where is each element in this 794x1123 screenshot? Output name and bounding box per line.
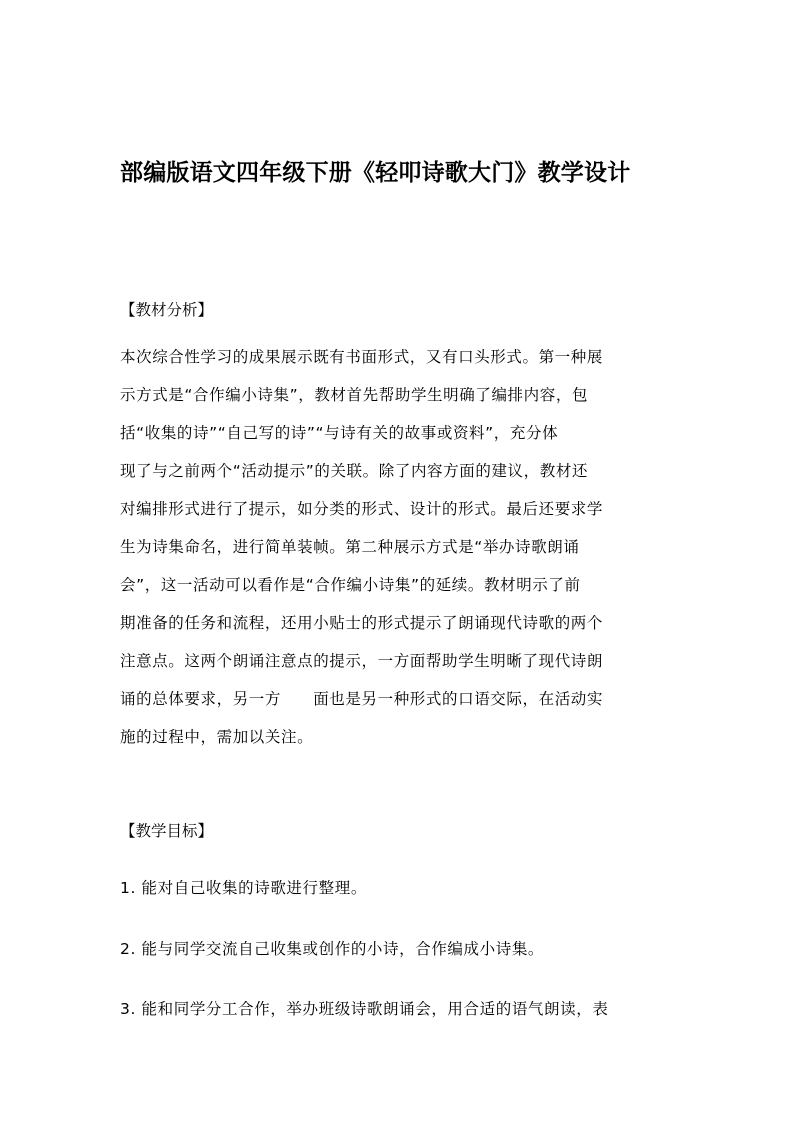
objective-item: 2. 能与同学交流自己收集或创作的小诗，合作编成小诗集。 xyxy=(120,940,545,958)
analysis-line: 现了与之前两个“活动提示”的关联。除了内容方面的建议，教材还 xyxy=(120,462,589,480)
objective-item: 1. 能对自己收集的诗歌进行整理。 xyxy=(120,879,367,897)
analysis-line: 会”，这一活动可以看作是“合作编小诗集”的延续。教材明示了前 xyxy=(120,576,581,594)
analysis-line: 施的过程中，需加以关注。 xyxy=(120,728,314,746)
analysis-line: 括“收集的诗”“自己写的诗”“与诗有关的故事或资料”，充分体 xyxy=(120,424,559,442)
analysis-line: 示方式是“合作编小诗集”，教材首先帮助学生明确了编排内容，包 xyxy=(120,386,589,404)
analysis-line: 期准备的任务和流程，还用小贴士的形式提示了朗诵现代诗歌的两个 xyxy=(120,614,604,632)
analysis-line: 对编排形式进行了提示，如分类的形式、设计的形式。最后还要求学 xyxy=(120,500,604,518)
analysis-heading: 【教材分析】 xyxy=(120,301,214,319)
analysis-line: 诵的总体要求，另一方 面也是另一种形式的口语交际，在活动实 xyxy=(120,690,604,708)
document-title: 部编版语文四年级下册《轻叩诗歌大门》教学设计 xyxy=(120,159,631,186)
analysis-paragraph xyxy=(120,345,680,763)
analysis-line: 注意点。这两个朗诵注意点的提示，一方面帮助学生明晰了现代诗朗 xyxy=(120,652,604,670)
objectives-heading: 【教学目标】 xyxy=(120,822,214,840)
objective-item: 3. 能和同学分工合作，举办班级诗歌朗诵会，用合适的语气朗读，表 xyxy=(120,1000,609,1018)
analysis-line: 生为诗集命名，进行简单装帧。第二种展示方式是“举办诗歌朗诵 xyxy=(120,538,580,556)
analysis-line: 本次综合性学习的成果展示既有书面形式，又有口头形式。第一种展 xyxy=(120,348,604,366)
